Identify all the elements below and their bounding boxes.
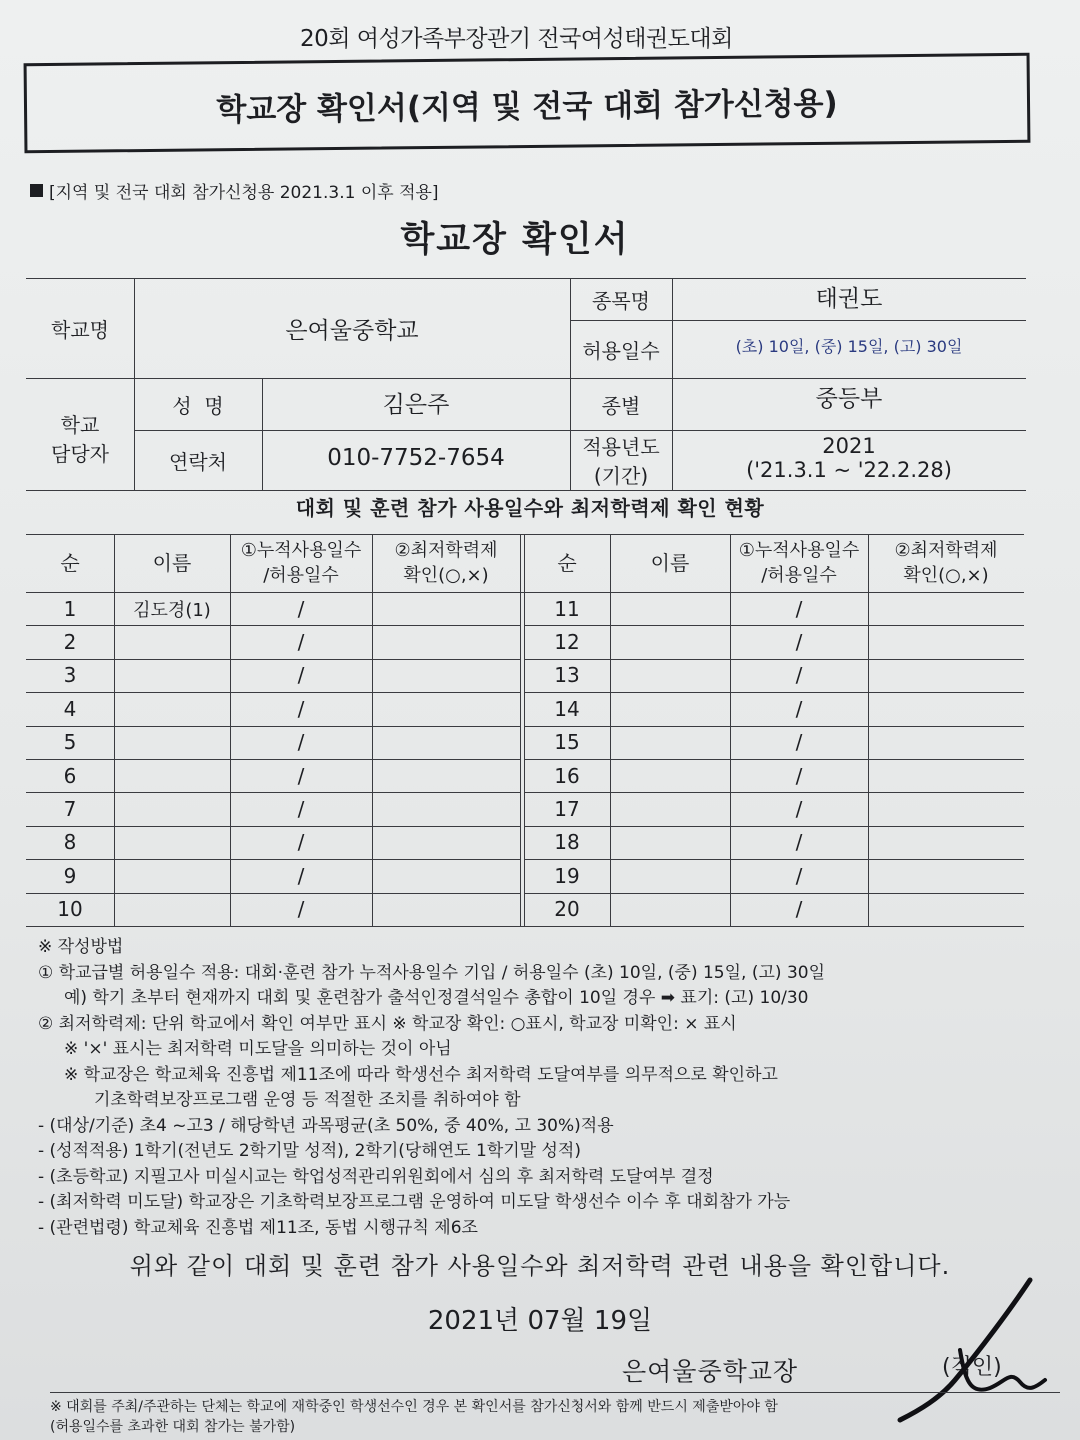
note-2-b: ※ 학교장은 학교체육 진흥법 제11조에 따라 학생선수 최저학력 도달여부를 의무적으로 확인하고 [64,1064,778,1085]
row-left-no: 5 [63,730,77,755]
row-right-no: 14 [554,696,580,721]
applies-note-text: [지역 및 전국 대회 참가신청용 2021.3.1 이후 적용] [49,183,439,203]
row-right-no: 13 [554,663,580,688]
row-right-days: / [795,897,803,922]
row-right-no: 20 [554,897,580,922]
row-right-days: / [795,730,803,755]
row-right-check [868,625,1024,658]
writing-instructions [38,935,1038,1241]
row-left-name [114,659,230,692]
info-bottom-border [26,490,1026,491]
row-right-days: / [795,863,803,888]
note-1-example: 예) 학기 초부터 현재까지 대회 및 훈련참가 출석인정결석일수 총합이 10일 경우 ➡ 표기: (고) 10/30 [64,988,809,1008]
row-left-no: 9 [63,863,77,888]
row-right-name [610,692,730,725]
header-academic-right [868,534,1024,592]
allowed-days-value: (초) 10일, (중) 15일, (고) 30일 [735,336,963,356]
event-title: 20회 여성가족부장관기 전국여성태권도대회 [300,26,733,52]
principal-title: 은여울중학교장 [622,1357,799,1386]
info-table [26,258,1026,492]
row-right-check [868,726,1024,759]
row-right-name [610,625,730,658]
row-right-check [868,859,1024,892]
notes-heading: ※ 작성방법 [38,937,124,957]
row-left-check [372,859,520,892]
row-right-check [868,893,1024,926]
row-left-check [372,792,520,825]
row-left-days: / [297,797,305,822]
contact-label: 연락처 [169,449,227,474]
row-right-check [868,592,1024,625]
row-right-name [610,826,730,859]
header-days-line1: ①누적사용일수 [738,540,860,561]
row-left-check [372,893,520,926]
manager-label-line2: 담당자 [51,442,109,466]
row-right-name [610,792,730,825]
applies-note [30,178,439,203]
allowed-days-label: 허용일수 [582,338,660,363]
header-academic-left [372,534,520,592]
detail-target: - (대상/기준) 초4 ~고3 / 해당학년 과목평균(초 50%, 중 40%, 고 30%)적용 [38,1115,614,1136]
header-academic-line2: 확인(○,×) [403,565,489,586]
year-value-line2: ('21.3.1 ~ '22.2.28) [746,458,952,482]
row-right-name [610,726,730,759]
row-right-days: / [795,830,803,855]
year-value [672,428,1026,488]
row-left-name [114,726,230,759]
row-left-days: / [297,830,305,855]
header-name-left: 이름 [152,550,192,575]
detail-below-minimum: - (최저학력 미도달) 학교장은 기초학력보장프로그램 운영하여 미도달 학생선수 이수 후 대회참가 가능 [38,1192,791,1212]
row-left-name [114,625,230,658]
row-left-no: 1 [63,596,77,621]
row-right-days: / [795,797,803,822]
detail-elementary: - (초등학교) 지필고사 미실시교는 학업성적관리위원회에서 심의 후 최저학력 도달여부 결정 [38,1166,714,1187]
row-right-days: / [795,630,803,655]
row-left-name [114,692,230,725]
roster-bottom-border [26,926,1024,927]
footer-line-1: ※ 대회를 주최/주관하는 단체는 학교에 재학중인 학생선수인 경우 본 확인서를 참가신청서와 함께 반드시 제출받아야 함 [50,1399,778,1415]
roster-table [26,528,1024,926]
footer-note [50,1392,1060,1437]
row-right-check [868,792,1024,825]
row-right-no: 15 [554,730,580,755]
row-left-name [114,826,230,859]
row-left-no: 10 [57,897,83,922]
year-label [570,430,672,490]
row-right-check [868,826,1024,859]
row-left-no: 8 [63,830,77,855]
row-left-days: / [297,730,305,755]
issue-date: 2021년 07월 19일 [427,1306,653,1336]
official-seal-label: (직인) [942,1355,1002,1380]
black-square-icon [30,184,43,197]
header-academic-line1: ②최저학력제 [394,540,498,561]
name-label: 성 명 [172,393,224,418]
sport-value: 태권도 [815,285,883,312]
row-left-no: 3 [63,663,77,688]
row-right-check [868,659,1024,692]
note-1: ① 학교급별 허용일수 적용: 대회·훈련 참가 누적사용일수 기입 / 허용일수 (초) 10일, (중) 15일, (고) 30일 [38,962,826,983]
header-days-line1: ①누적사용일수 [240,540,362,561]
header-days-right [730,534,868,592]
header-academic-line1: ②최저학력제 [894,540,998,561]
row-left-check [372,659,520,692]
row-right-no: 11 [554,596,580,621]
row-right-check [868,759,1024,792]
row-right-days: / [795,663,803,688]
name-value: 김은주 [382,391,450,418]
row-right-days: / [795,763,803,788]
row-left-check [372,826,520,859]
row-right-no: 19 [554,863,580,888]
section-title: 대회 및 훈련 참가 사용일수와 최저학력제 확인 현황 [295,496,765,520]
contact-value: 010-7752-7654 [327,445,505,471]
row-left-check [372,759,520,792]
year-label-line1: 적용년도 [582,435,660,459]
row-right-name [610,893,730,926]
row-left-no: 4 [63,696,77,721]
row-left-days: / [297,596,305,621]
row-left-name [114,759,230,792]
row-left-name [114,893,230,926]
note-2: ② 최저학력제: 단위 학교에서 확인 여부만 표시 ※ 학교장 확인: ○표시, 학교장 미확인: × 표시 [38,1013,737,1034]
sport-label: 종목명 [592,288,650,313]
manager-label [26,386,134,490]
row-left-check [372,726,520,759]
note-2-a: ※ '×' 표시는 최저학력 미도달을 의미하는 것이 아님 [64,1039,452,1059]
row-right-days: / [795,596,803,621]
row-right-no: 12 [554,630,580,655]
row-right-no: 18 [554,830,580,855]
row-left-no: 6 [63,763,77,788]
note-2-b2: 기초학력보장프로그램 운영 등 적절한 조치를 취하여야 함 [94,1090,521,1110]
header-days-left [230,534,372,592]
roster-vline [520,534,521,926]
form-title: 학교장 확인서 [400,220,630,260]
row-left-name [114,792,230,825]
row-right-check [868,692,1024,725]
row-left-days: / [297,863,305,888]
row-left-no: 2 [63,630,77,655]
row-right-days: / [795,696,803,721]
header-days-line2: /허용일수 [761,565,837,586]
row-left-name [114,859,230,892]
school-label: 학교명 [51,317,109,342]
banner-title: 학교장 확인서(지역 및 전국 대회 참가신청용) [216,85,838,128]
division-label: 종별 [601,393,641,418]
row-left-no: 7 [63,797,77,822]
school-value: 은여울중학교 [285,317,419,344]
header-days-line2: /허용일수 [263,565,339,586]
row-left-days: / [297,663,305,688]
row-right-no: 17 [554,797,580,822]
division-value: 중등부 [815,385,883,412]
detail-laws: - (관련법령) 학교체육 진흥법 제11조, 동법 시행규칙 제6조 [38,1217,478,1238]
year-label-line2: (기간) [593,464,649,488]
manager-label-line1: 학교 [60,413,100,437]
banner-box [24,53,1031,154]
row-left-days: / [297,630,305,655]
year-value-line1: 2021 [822,434,876,458]
row-left-days: / [297,897,305,922]
header-academic-line2: 확인(○,×) [903,565,989,586]
row-right-no: 16 [554,763,580,788]
row-right-name [610,659,730,692]
row-left-name: 김도경(1) [133,599,211,621]
detail-grades: - (성적적용) 1학기(전년도 2학기말 성적), 2학기(당해연도 1학기말 성적) [38,1141,581,1161]
row-left-check [372,625,520,658]
row-right-name [610,859,730,892]
footer-line-2: (허용일수를 초과한 대회 참가는 불가함) [50,1419,296,1435]
header-no-left: 순 [60,550,80,575]
row-left-check [372,592,520,625]
confirmation-statement: 위와 같이 대회 및 훈련 참가 사용일수와 최저학력 관련 내용을 확인합니다. [129,1252,951,1280]
row-left-days: / [297,696,305,721]
row-left-days: / [297,763,305,788]
header-name-right: 이름 [650,550,690,575]
row-left-check [372,692,520,725]
row-right-name [610,759,730,792]
header-no-right: 순 [557,550,577,575]
row-right-name [610,592,730,625]
